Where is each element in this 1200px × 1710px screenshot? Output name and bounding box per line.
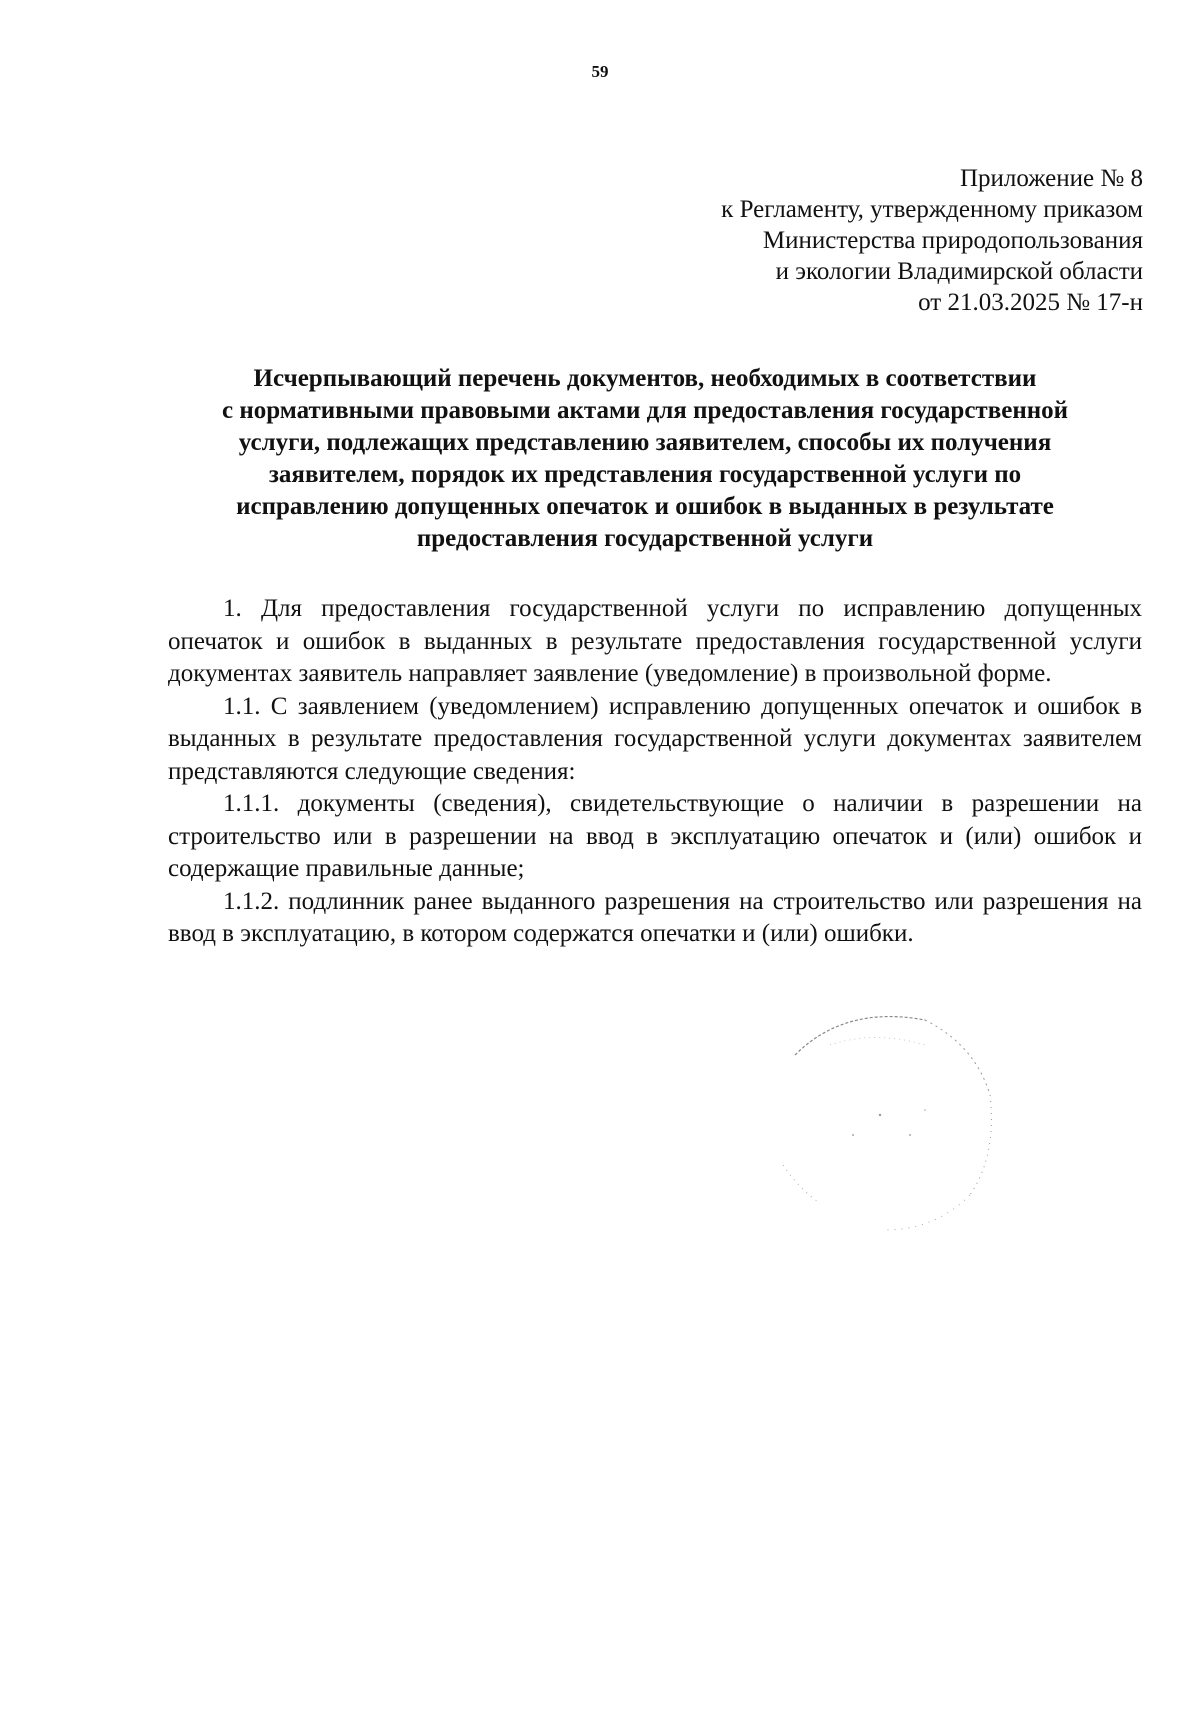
document-body	[168, 593, 1142, 951]
title-line: исправлению допущенных опечаток и ошибок в выданных в результате	[236, 493, 1054, 520]
appendix-line: Приложение № 8	[959, 165, 1143, 192]
title-line: услуги, подлежащих представлению заявителем, способы их получения	[238, 429, 1052, 456]
appendix-header	[721, 163, 1143, 318]
faint-seal-stamp	[775, 1005, 1005, 1245]
page-number: 59	[591, 62, 609, 81]
paragraph-1-1-1: 1.1.1. документы (сведения), свидетельствующие о наличии в разрешении на строительство или в разрешении на ввод в эксплуатацию опечаток и (или) ошибок и содержащие правильные данные;	[168, 790, 1142, 882]
paragraph-1: 1. Для предоставления государственной услуги по исправлению допущенных опечаток и ошибок в выданных в результате предоставления государственной услуги документах заявитель направляет заявление (уведомление) в произвольной форме.	[168, 595, 1142, 687]
paragraph-1-1: 1.1. С заявлением (уведомлением) исправлению допущенных опечаток и ошибок в выданных в результате предоставления государственной услуги документах заявителем представляются следующие сведения:	[168, 692, 1142, 785]
title-line: с нормативными правовыми актами для предоставления государственной	[221, 397, 1069, 424]
title-line: заявителем, порядок их представления государственной услуги по	[268, 461, 1022, 488]
appendix-line: к Регламенту, утвержденному приказом	[721, 196, 1143, 223]
document-title	[150, 363, 1140, 555]
title-line: Исчерпывающий перечень документов, необходимых в соответствии	[253, 365, 1037, 392]
appendix-line: от 21.03.2025 № 17-н	[918, 289, 1143, 316]
appendix-line: Министерства природопользования	[762, 227, 1143, 254]
title-line: предоставления государственной услуги	[416, 525, 874, 552]
paragraph-1-1-2: 1.1.2. подлинник ранее выданного разрешения на строительство или разрешения на ввод в эксплуатацию, в котором содержатся опечатки и (или) ошибки.	[168, 887, 1142, 947]
appendix-line: и экологии Владимирской области	[775, 258, 1143, 285]
